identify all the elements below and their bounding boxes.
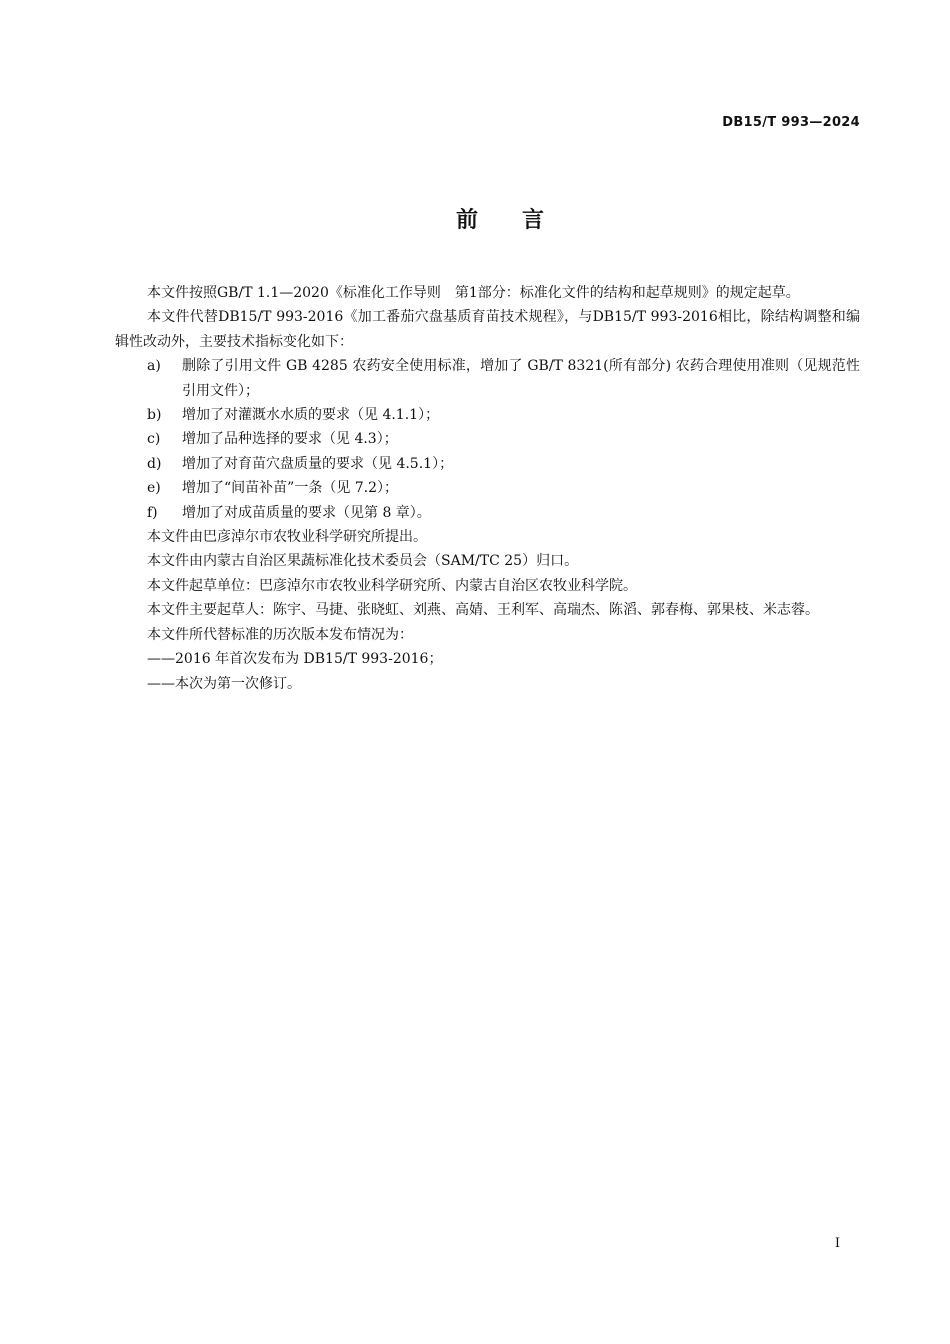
list-item	[115, 403, 860, 427]
paragraph-history-item: ——2016 年首次发布为 DB15/T 993-2016；	[147, 651, 443, 668]
list-item-text: 增加了“间苗补苗”一条（见 7.2）；	[182, 480, 399, 497]
paragraph-drafting-basis: 本文件按照GB/T 1.1—2020《标准化工作导则 第1部分：标准化文件的结构和起草规则》的规定起草。	[147, 285, 800, 301]
list-item	[115, 427, 860, 451]
paragraph-proposer: 本文件由巴彦淖尔市农牧业科学研究所提出。	[147, 529, 427, 546]
list-marker: a)	[147, 358, 161, 375]
document-code: DB15/T 993—2024	[722, 115, 860, 130]
list-item	[115, 354, 860, 403]
list-marker: d)	[147, 455, 162, 472]
list-item-text: 增加了对育苗穴盘质量的要求（见 4.5.1）；	[182, 455, 454, 472]
list-item-text: 增加了品种选择的要求（见 4.3）；	[182, 431, 398, 448]
paragraph-replacement-info: 本文件代替DB15/T 993-2016《加工番茄穴盘基质育苗技术规程》，与DB15/T 993-2016相比，除结构调整和编辑性改动外，主要技术指标变化如下：	[115, 309, 860, 350]
list-marker: e)	[147, 480, 161, 497]
list-item	[115, 501, 860, 525]
list-item	[115, 452, 860, 476]
paragraph-drafters: 本文件主要起草人：陈宇、马捷、张晓虹、刘燕、高婧、王利军、高瑞杰、陈滔、郭春梅、郭果枝、米志蓉。	[147, 602, 819, 619]
paragraph-committee: 本文件由内蒙古自治区果蔬标准化技术委员会（SAM/TC 25）归口。	[147, 553, 579, 570]
list-item-text: 增加了对灌溉水水质的要求（见 4.1.1）；	[182, 407, 440, 424]
paragraph-history-intro: 本文件所代替标准的历次版本发布情况为：	[147, 626, 413, 643]
paragraph-drafting-units: 本文件起草单位：巴彦淖尔市农牧业科学研究所、内蒙古自治区农牧业科学院。	[147, 577, 637, 594]
list-marker: f)	[147, 504, 158, 521]
list-marker: b)	[147, 407, 162, 424]
list-item-text: 删除了引用文件 GB 4285 农药安全使用标准，增加了 GB/T 8321(所有部分) 农药合理使用准则（见规范性引用文件）；	[182, 358, 860, 399]
list-marker: c)	[147, 431, 161, 448]
page-number: I	[834, 1236, 840, 1251]
list-item-text: 增加了对成苗质量的要求（见第 8 章）。	[182, 504, 431, 521]
page-title: 前言	[455, 208, 588, 233]
document-body	[115, 281, 860, 696]
paragraph-history-item: ——本次为第一次修订。	[147, 675, 301, 692]
list-item	[115, 476, 860, 500]
changes-list	[115, 354, 860, 525]
